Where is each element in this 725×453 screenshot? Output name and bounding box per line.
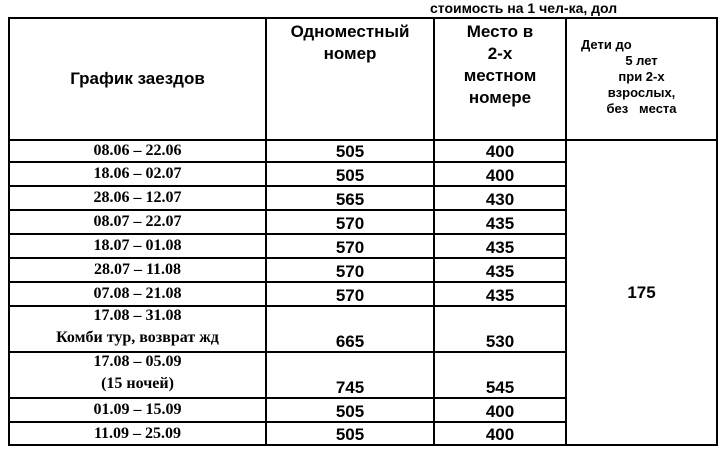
dates-line: (15 ночей) <box>101 375 174 392</box>
dates-line: Комби тур, возврат жд <box>56 329 219 346</box>
dates-line: 28.06 – 12.07 <box>93 189 182 206</box>
double-room-price: 430 <box>434 186 566 210</box>
header-row <box>9 18 717 140</box>
single-room-price: 570 <box>266 258 434 282</box>
dates-cell <box>9 186 266 210</box>
kids-header-line: при 2-х <box>618 69 665 84</box>
dates-cell <box>9 352 266 398</box>
dates-cell <box>9 282 266 306</box>
single-room-price: 505 <box>266 422 434 445</box>
dates-line: 08.07 – 22.07 <box>93 213 182 230</box>
single-room-price: 665 <box>266 306 434 352</box>
double-room-header-line: номере <box>468 88 532 107</box>
double-room-price: 400 <box>434 140 566 162</box>
price-table <box>8 17 718 446</box>
schedule-header: График заездов <box>9 18 266 140</box>
double-room-price: 545 <box>434 352 566 398</box>
dates-cell <box>9 234 266 258</box>
dates-line: 17.08 – 31.08 <box>93 307 182 324</box>
single-room-price: 570 <box>266 234 434 258</box>
dates-line: 18.07 – 01.08 <box>93 237 182 254</box>
single-room-price: 570 <box>266 210 434 234</box>
dates-cell <box>9 306 266 352</box>
dates-line: 01.09 – 15.09 <box>93 401 182 418</box>
double-room-price: 400 <box>434 422 566 445</box>
double-room-price: 530 <box>434 306 566 352</box>
double-room-price: 435 <box>434 258 566 282</box>
dates-line: 28.07 – 11.08 <box>93 261 182 278</box>
double-room-header-line: Место в <box>466 22 534 41</box>
dates-cell <box>9 162 266 186</box>
dates-cell <box>9 258 266 282</box>
double-room-header-line: 2-х <box>487 44 513 63</box>
kids-price: 175 <box>566 140 717 445</box>
dates-cell <box>9 398 266 422</box>
double-room-price: 435 <box>434 210 566 234</box>
dates-cell <box>9 210 266 234</box>
single-room-header-line: Одноместный <box>290 22 410 41</box>
double-room-price: 435 <box>434 282 566 306</box>
double-room-price: 400 <box>434 162 566 186</box>
double-room-price: 435 <box>434 234 566 258</box>
single-room-price: 570 <box>266 282 434 306</box>
dates-line: 18.06 – 02.07 <box>93 165 182 182</box>
single-room-price: 565 <box>266 186 434 210</box>
single-room-price: 745 <box>266 352 434 398</box>
double-room-header <box>434 18 566 140</box>
kids-header-line: взрослых, <box>607 85 676 100</box>
single-room-price: 505 <box>266 398 434 422</box>
dates-line: 07.08 – 21.08 <box>93 285 182 302</box>
kids-header-line: Дети до <box>581 37 632 52</box>
dates-line: 17.08 – 05.09 <box>93 353 182 370</box>
dates-line: 11.09 – 25.09 <box>93 424 182 442</box>
table-row <box>9 140 717 162</box>
single-room-price: 505 <box>266 140 434 162</box>
kids-header-line: 5 лет <box>625 53 658 68</box>
dates-line: 08.06 – 22.06 <box>93 142 182 159</box>
single-room-price: 505 <box>266 162 434 186</box>
single-room-header-line: номер <box>323 44 377 63</box>
double-room-header-line: местном <box>463 66 537 85</box>
double-room-price: 400 <box>434 398 566 422</box>
price-table-body <box>9 18 717 445</box>
kids-header <box>566 18 717 140</box>
dates-cell <box>9 422 266 445</box>
single-room-header <box>266 18 434 140</box>
kids-header-line: без места <box>606 101 677 116</box>
price-caption: стоимость на 1 чел-ка, дол <box>430 0 618 16</box>
dates-cell <box>9 140 266 162</box>
